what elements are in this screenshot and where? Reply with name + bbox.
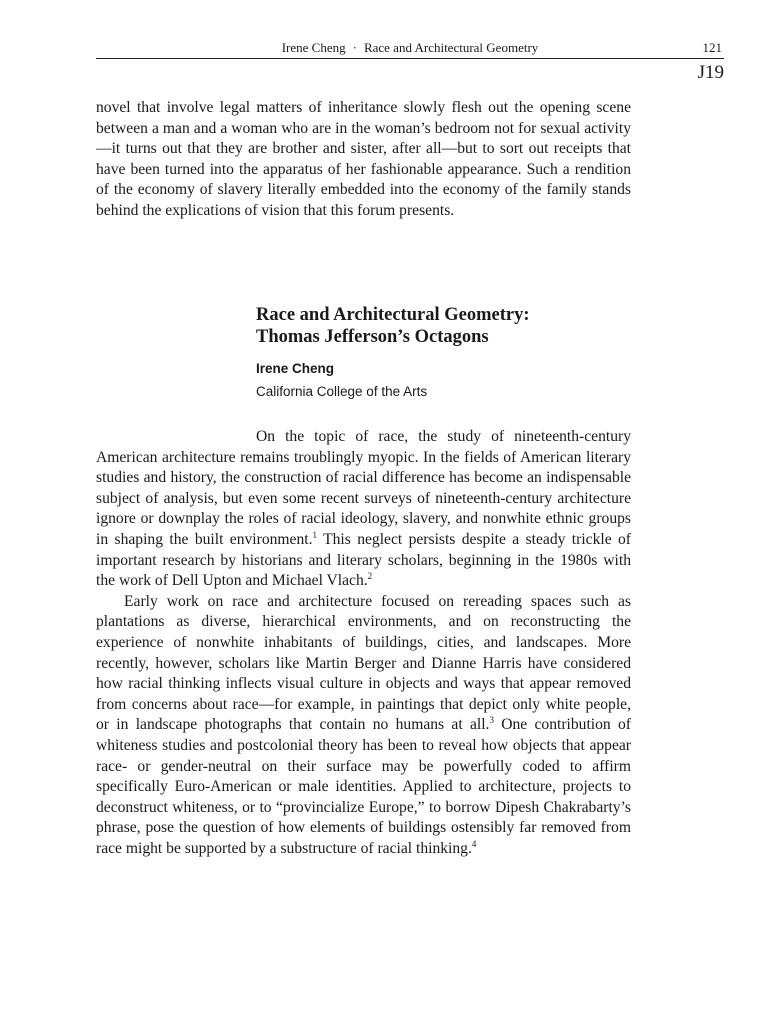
- page-number: 121: [702, 40, 722, 55]
- article-body: [96, 427, 631, 859]
- article-title-line1: Race and Architectural Geometry:: [256, 305, 530, 325]
- article-author: Irene Cheng: [256, 361, 335, 376]
- footnote-marker[interactable]: 3: [489, 715, 494, 726]
- body-paragraph: [96, 592, 631, 860]
- footnote-marker[interactable]: 4: [471, 838, 477, 849]
- article-title: [256, 304, 656, 348]
- running-head-title: Race and Architectural Geometry: [363, 40, 539, 55]
- opening-paragraph: novel that involve legal matters of inheritance slowly flesh out the opening scene between a man and a woman who are in the woman’s bedroom not for sexual activity—it turns out that they are brother and sister, after all—but to sort out receipts that have been turned into the apparatus of her fashionable appearance. Such a rendition of the economy of slavery literally embedded into the economy of the family stands behind the explications of vision that this forum presents.: [96, 99, 631, 219]
- paragraph-text: Early work on race and architecture focused on rereading spaces such as plantations as diverse, hierarchical environments, and on reconstructing the experience of nonwhite inhabitants of buildings, cities, and landscapes. More recently, however, scholars like Martin Berger and Dianne Harris have considered how racial thinking inflects visual culture in objects and ways that appear removed from concerns about race—for example, in paintings that depict only white people, or in landscape photographs that contain no humans at all.: [96, 592, 631, 734]
- body-paragraph: [96, 427, 631, 592]
- article-title-line2: Thomas Jefferson’s Octagons: [256, 327, 489, 347]
- paragraph-text: This neglect persists despite a steady trickle of important research by historians and literary scholars, beginning in the 1980s with the work of Dell Upton and Michael Vlach.: [96, 530, 631, 590]
- running-head-center: [96, 40, 724, 56]
- header-rule: [96, 58, 724, 59]
- article-heading: [256, 304, 656, 399]
- running-head-author: Irene Cheng: [281, 40, 346, 55]
- footnote-marker[interactable]: 1: [312, 529, 317, 540]
- opening-paragraph-block: [96, 98, 631, 222]
- paragraph-text: One contribution of whiteness studies and postcolonial theory has been to reveal how objects that appear race- or gender-neutral on their surface may be powerfully coded to affirm specifically Euro-American or male identities. Applied to architecture, projects to deconstruct whiteness, or to “provincialize Europe,” to borrow Dipesh Chakrabarty’s phrase, pose the question of how elements of buildings ostensibly far removed from race might be supported by a substructure of racial thinking.: [96, 716, 632, 857]
- running-head-separator: ·: [352, 40, 357, 55]
- paragraph-text: On the topic of race, the study of nineteenth-century American architecture remains troublingly myopic. In the fields of American literary studies and history, the construction of racial difference has become an indispensable subject of analysis, but even some recent surveys of nineteenth-century architecture ignore or downplay the roles of racial ideology, slavery, and nonwhite ethnic groups in shaping the built environment.: [96, 428, 631, 548]
- running-head: [96, 38, 724, 58]
- article-affiliation: California College of the Arts: [256, 384, 428, 399]
- footnote-marker[interactable]: 2: [367, 570, 373, 581]
- journal-code: J19: [697, 62, 724, 83]
